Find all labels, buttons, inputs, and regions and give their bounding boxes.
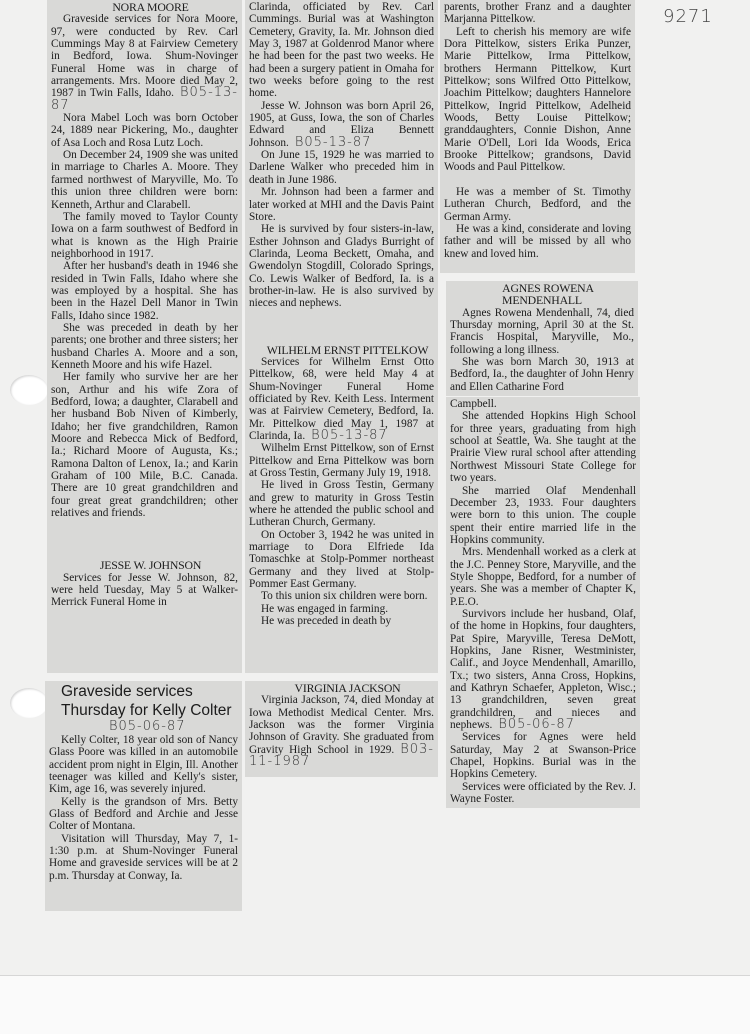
clipping-nora-moore (47, 0, 242, 673)
clipping-kelly-colter (45, 681, 242, 911)
paragraph-text: parents, brother Franz and a daughter Marjanna Pittelkow. (444, 1, 631, 26)
paragraph-text: Services were officiated by the Rev. J. Wayne Foster. (450, 780, 636, 806)
column-3 (440, 0, 640, 808)
paragraph (249, 223, 434, 309)
paragraph-text: Virginia Jackson, 74, died Monday at Iowa Methodist Medical Center. Mrs. Jackson was the former Virginia Johnson of Gravity. She graduated from Gravity High School in 1929. (249, 694, 434, 756)
paragraph (51, 211, 238, 260)
paragraph-text: Jesse W. Johnson was born April 26, 1905, at Guss, Iowa, the son of Charles Edward and Eliza Bennett Johnson. (249, 99, 434, 149)
paragraph-text: He is survived by four sisters-in-law, Esther Johnson and Gladys Burright of Clarinda, Leoma Beckett, Omaha, and Gwendolyn Stogdill, Colorado Springs, Co. Lewis Walker of Bedford, Ia. is a brother-in-law. He is also survived by nieces and nephews. (249, 223, 434, 310)
paragraph (450, 307, 634, 356)
paragraph (51, 322, 238, 371)
paragraph (249, 590, 434, 602)
paragraph-text: The family moved to Taylor County Iowa on a farm southwest of Bedford in what is known as the High Prairie neighborhood in 1917. (51, 210, 238, 260)
paragraph-text: Nora Mabel Loch was born October 24, 1889 near Pickering, Mo., daughter of Asa Loch and Rosa Lutz Loch. (51, 112, 238, 149)
headline: JESSE W. JOHNSON (99, 558, 202, 573)
column-1 (47, 0, 242, 911)
paragraph (450, 608, 636, 731)
paragraph (249, 442, 434, 479)
paragraph-text: She was born March 30, 1913 at Bedford, Ia., the daughter of John Henry and Ellen Catharine Ford (450, 356, 634, 393)
paragraph (51, 112, 238, 149)
paragraph (450, 410, 636, 484)
column-2 (245, 0, 438, 777)
paragraph (249, 479, 434, 528)
paragraph-text: To this union six children were born. (261, 590, 428, 603)
paragraph (51, 572, 238, 609)
paragraph (249, 615, 434, 627)
paragraph-text: Services for Wilhelm Ernst Otto Pittelkow, 68, were held May 4 at Shum-Novinger Funeral Home officiated by Rev. Keith Less. Interment was at Fairview Cemetery, Bedford, Ia. Mr. Pittelkow died May 1, 1987 at Clarinda, Ia. (249, 355, 434, 442)
paragraph (450, 781, 636, 806)
paragraph (51, 13, 238, 112)
paragraph-text: Survivors include her husband, Olaf, of the home in Hopkins, four daughters, Pat Spire, Maryville, Teresa DeMott, Hopkins, Jane Risner, Westminister, Calif., and Joyce Mendenhall, Amarillo, Tx.; two sisters, Anna Cross, Hopkins, and Kathryn Schaefer, Appleton, Wisc.; 13 grandchildren, seven great grandchildren, and nieces and nephews. (450, 607, 636, 732)
paragraph-text: She attended Hopkins High School for three years, graduating from high school at Seattle, Wa. She taught at the Prairie View rural school after attending Northwest Missouri State College for two years. (450, 410, 636, 485)
paragraph-text: Her family who survive her are her son, Arthur and his wife Zora of Bedford, Iowa; a daughter, Clarabell and her husband Bob Niven of Kimberly, Idaho; her five grandchildren, Ramon Moore and Rebecca Mick of Bedford, Ia.; Richard Moore of Augusta, Ks.; Ramona Dalton of Lenox, Ia.; and Karin Graham of 100 Mile, B.C. Canada. There are 10 great grandchildren and four great great grandchildren; other relatives and friends. (51, 371, 238, 520)
handwritten-date: B05-13-87 (311, 428, 388, 443)
paragraph-text: On October 3, 1942 he was united in marriage to Dora Elfriede Ida Tomaschke at Stolp-Pommer northeast Germany and they lived at Stolp-Pommer East Germany. (249, 528, 434, 591)
paragraph-text: He was a kind, considerate and loving father and will be missed by all who knew and loved him. (444, 222, 631, 260)
paragraph-text: Agnes Rowena Mendenhall, 74, died Thursday morning, April 30 at the St. Francis Hospital, Maryville, Mo., following a long illness. (450, 306, 634, 356)
paragraph-text: He was a member of St. Timothy Lutheran Church, Bedford, and the German Army. (444, 185, 631, 223)
paragraph (51, 371, 238, 519)
paragraph (444, 186, 631, 223)
handwritten-date: B05-13-87 (51, 85, 238, 113)
paragraph (249, 694, 434, 768)
paragraph (249, 1, 434, 100)
paragraph-text: She married Olaf Mendenhall December 23, 1933. Four daughters were born to this union. The couple spent their entire married life in the Hopkins community. (450, 484, 636, 546)
binder-hole (10, 375, 48, 405)
paragraph-text: Mrs. Mendenhall worked as a clerk at the J.C. Penney Store, Maryville, and the Style Shoppe, Bedford, for a number of years. She was a member of Chapter K, P.E.O. (450, 546, 636, 608)
clipping-virginia-jackson (245, 681, 438, 777)
clipping-agnes-mendenhall (446, 281, 638, 396)
paragraph (450, 356, 634, 393)
paragraph-text: Graveside services for Nora Moore, 97, were conducted by Rev. Carl Cummings May 8 at Fairview Cemetery in Bedford, Iowa. Shum-Novinger Funeral Home was in charge of arrangements. Mrs. Moore died May 2, 1987 in Twin Falls, Idaho. (51, 13, 238, 100)
clipping-agnes-mendenhall-continued (446, 397, 640, 808)
paragraph (249, 603, 434, 615)
headline: VIRGINIA JACKSON (294, 681, 401, 695)
paragraph (249, 529, 434, 591)
archive-number: 9271 (663, 6, 713, 27)
handwritten-date: B05-06-87 (498, 717, 575, 733)
paragraph-text: After her husband's death in 1946 she resided in Twin Falls, Idaho where she was employed by a hospital. She has been in the Hazel Dell Manor in Twin Falls, Idaho since 1982. (51, 260, 238, 322)
headline: Thursday for Kelly Colter (61, 702, 232, 719)
paragraph-text: She was preceded in death by her parents; one brother and three sisters; her husband Charles A. Moore and a son, Kenneth Moore and his wife Hazel. (51, 321, 238, 371)
paragraph-text: He was engaged in farming. (261, 602, 389, 615)
handwritten-date: B05-06-87 (109, 719, 186, 734)
headline: NORA MOORE (112, 0, 189, 14)
paragraph (450, 731, 636, 780)
binder-hole (10, 688, 48, 718)
paragraph-text: Services for Jesse W. Johnson, 82, were held Tuesday, May 5 at Walker-Merrick Funeral Home in (51, 571, 238, 609)
paragraph-text: Kelly Colter, 18 year old son of Nancy Glass Poore was killed in an automobile accident prom night in Elgin, Ill. Another teenager was killed and Kelly's sister, Kim, age 16, was severely injured. (49, 734, 238, 796)
paragraph-text: On June 15, 1929 he was married to Darlene Walker who preceded him in death in June 1986. (249, 149, 434, 186)
paragraph-text: Mr. Johnson had been a farmer and later worked at MHI and the Davis Paint Store. (249, 186, 434, 223)
paragraph (49, 734, 238, 796)
paragraph-text: Wilhelm Ernst Pittelkow, son of Ernst Pittelkow and Erna Pittelkow was born at Gross Testin, Germany July 19, 1918. (249, 442, 434, 480)
paragraph-text: Clarinda, officiated by Rev. Carl Cummings. Burial was at Washington Cemetery, Gravity, Ia. Mr. Johnson died May 3, 1987 at Goldenrod Manor where he had been for the past two weeks. He had been a surgery patient in Omaha for two weeks before going to the rest home. (249, 1, 434, 100)
paragraph (51, 260, 238, 322)
scan-bed-edge (0, 975, 750, 1034)
headline: WILHELM ERNST PITTELKOW (266, 342, 429, 357)
paragraph (249, 100, 434, 149)
paragraph (249, 186, 434, 223)
paragraph-text: Left to cherish his memory are wife Dora Pittelkow, sisters Erika Punzer, Marie Pittelkow, Irma Pittelkow, brothers Hermann Pittelkow, Kurt Pittelkow; sons Wilfred Otto Pittelkow, Joachim Pittelkow; daughters Hannelore Pittelkow, Ingrid Pittelkow, Adelheid Woods, Betty Louise Pittelkow; granddaughters, Connie Dishon, Anne Marie O'Dell, Lori Ida Woods, Erica Brooke Pittelkow; grandsons, David Woods and Paul Pittelkow. (444, 25, 631, 174)
paragraph (444, 223, 631, 260)
paragraph-text: He lived in Gross Testin, Germany and grew to maturity in Gross Testin where he attended the public school and Lutheran Church, Germany. (249, 479, 434, 529)
clipping-pittelkow-continued (440, 0, 635, 273)
paragraph-text: Kelly is the grandson of Mrs. Betty Glass of Bedford and Archie and Jesse Colter of Montana. (49, 795, 238, 833)
paragraph-text: On December 24, 1909 she was united in marriage to Charles A. Moore. They farmed northwest of Maryville, Mo. To this union three children were born: Kenneth, Arthur and Clarabell. (51, 149, 238, 211)
paragraph-text: Services for Agnes were held Saturday, May 2 at Swanson-Price Chapel, Hopkins. Burial was in the Hopkins Cemetery. (450, 731, 636, 781)
paragraph (49, 833, 238, 882)
headline: Graveside services (61, 683, 193, 700)
paragraph (51, 149, 238, 211)
paragraph (49, 796, 238, 833)
handwritten-date: B03-11-1987 (249, 741, 434, 770)
paragraph (450, 546, 636, 608)
paragraph-text: Visitation will Thursday, May 7, 1-1:30 p.m. at Shum-Novinger Funeral Home and graveside services will be at 2 p.m. Thursday at Conway, Ia. (49, 832, 238, 882)
paragraph (444, 26, 631, 174)
headline: AGNES ROWENA MENDENHALL (502, 281, 594, 308)
paragraph-text: Campbell. (450, 398, 497, 411)
paragraph-text: He was preceded in death by (261, 615, 392, 628)
paragraph (450, 485, 636, 547)
clipping-johnson-pittelkow (245, 0, 438, 673)
paragraph (450, 398, 636, 410)
paragraph (249, 356, 434, 442)
paragraph (444, 1, 631, 26)
handwritten-date: B05-13-87 (294, 134, 372, 150)
paragraph (249, 149, 434, 186)
